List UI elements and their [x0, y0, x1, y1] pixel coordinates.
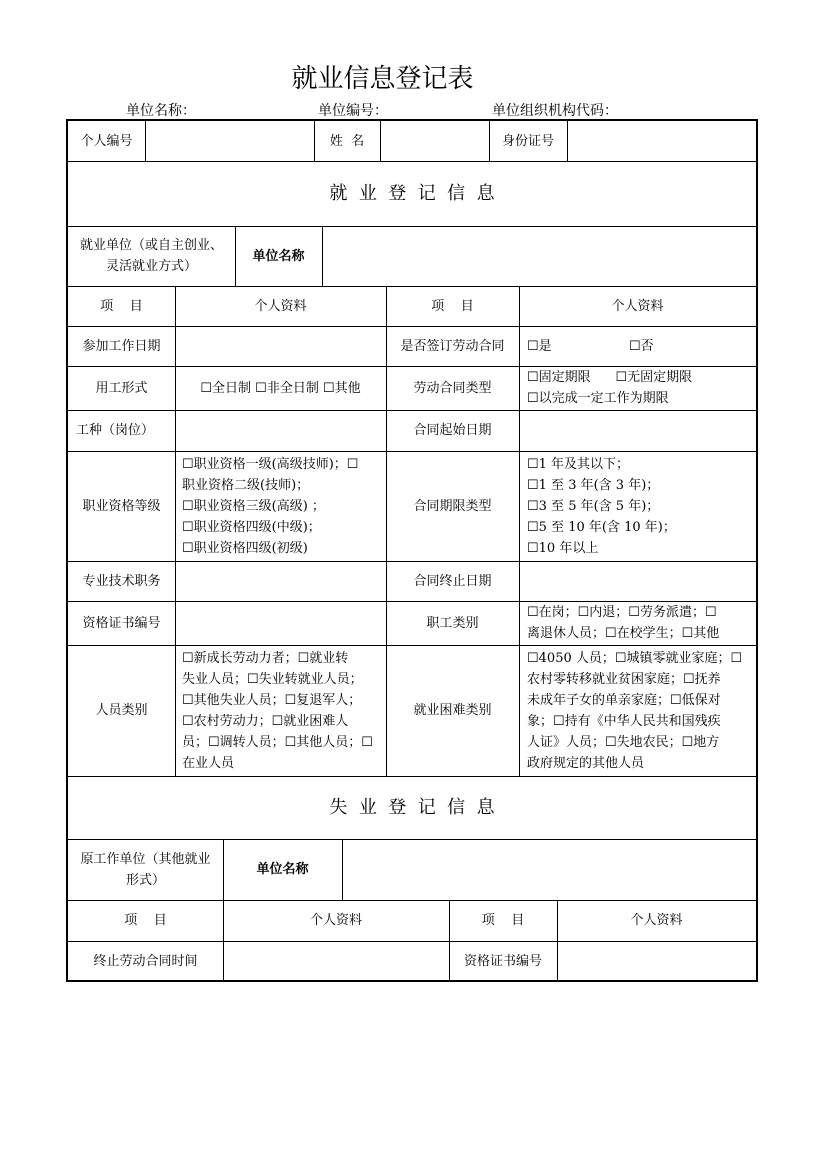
unemp-certificate-no-label: 资格证书编号 [463, 954, 542, 969]
contract-type-option-2[interactable]: ☐以完成一定工作为期限 [527, 391, 669, 406]
personnel-option[interactable]: ☐其他失业人员；☐复退军人； [182, 692, 362, 708]
id-card-field[interactable] [567, 121, 756, 161]
hardship-option[interactable]: 象；☐持有《中华人民共和国残疾 [527, 713, 721, 729]
unemp-col-info-header-2: 个人资料 [630, 913, 683, 928]
hardship-category-label: 就业困难类别 [413, 703, 492, 718]
staff-category-option[interactable]: ☐在岗；☐内退；☐劳务派遣；☐ [527, 605, 717, 620]
personnel-option[interactable]: 在业人员 [182, 755, 235, 771]
unemp-col-item-header: 项 目 [124, 913, 167, 928]
qualification-option[interactable]: ☐职业资格四级(初级) [182, 540, 308, 556]
contract-type-label: 劳动合同类型 [413, 380, 492, 396]
hardship-option[interactable]: 未成年子女的单亲家庭；☐低保对 [527, 692, 721, 708]
personnel-option[interactable]: 失业人员；☐失业转就业人员； [182, 671, 363, 687]
contract-yes-checkbox[interactable]: ☐是 [527, 338, 552, 354]
contract-no-checkbox[interactable]: ☐否 [629, 338, 654, 354]
contract-end-date-label: 合同终止日期 [413, 573, 492, 589]
former-unit-label [68, 839, 223, 900]
contract-term-option[interactable]: ☐3 至 5 年(含 5 年)； [527, 498, 660, 514]
personnel-option[interactable]: ☐农村劳动力；☐就业困难人 [182, 713, 349, 729]
contract-start-date-label: 合同起始日期 [413, 423, 492, 438]
qualification-option[interactable]: ☐职业资格一级(高级技师)；☐ [182, 456, 359, 472]
employer-label-line1: 就业单位（或自主创业、 [79, 238, 223, 253]
former-unit-label-line2: 形式） [125, 872, 165, 888]
unit-name-label: 单位名称 [252, 248, 305, 264]
professional-title-label: 专业技术职务 [82, 573, 161, 589]
unit-name-field[interactable] [322, 226, 756, 286]
contract-term-option[interactable]: ☐1 年及其以下； [527, 456, 630, 472]
contract-term-type-label: 合同期限类型 [413, 498, 492, 514]
registration-table [66, 119, 758, 982]
certificate-no-label: 资格证书编号 [82, 615, 161, 631]
name-label: 姓 名 [329, 133, 365, 149]
personal-id-label: 个人编号 [80, 133, 133, 149]
former-unit-name-field[interactable] [342, 839, 756, 900]
contract-term-options[interactable] [519, 451, 756, 561]
hardship-option[interactable]: ☐4050 人员；☐城镇零就业家庭；☐ [527, 650, 743, 666]
contract-type-option-1[interactable]: ☐固定期限 ☐无固定期限 [527, 370, 693, 385]
contract-term-option[interactable]: ☐10 年以上 [527, 540, 599, 556]
contract-start-date-field[interactable] [519, 410, 756, 451]
qualification-options[interactable] [175, 451, 386, 561]
former-unit-label-line1: 原工作单位（其他就业 [80, 851, 211, 867]
contract-termination-time-label: 终止劳动合同时间 [93, 954, 198, 969]
work-start-date-label: 参加工作日期 [82, 338, 161, 354]
signed-contract-label: 是否签订劳动合同 [400, 338, 505, 354]
former-unit-name-label: 单位名称 [256, 862, 309, 877]
hardship-options[interactable] [519, 645, 756, 776]
contract-type-options[interactable] [519, 366, 756, 410]
unemp-certificate-no-field[interactable] [557, 941, 756, 982]
professional-title-field[interactable] [175, 561, 386, 601]
col-item-header-2: 项 目 [431, 298, 474, 314]
personal-id-field[interactable] [145, 121, 314, 161]
hardship-option[interactable]: 人证》人员；☐失地农民；☐地方 [527, 734, 720, 750]
hardship-option[interactable]: 农村零转移就业贫困家庭；☐抚养 [527, 671, 721, 687]
contract-termination-time-field[interactable] [223, 941, 449, 982]
certificate-no-field[interactable] [175, 601, 386, 645]
page-title: 就业信息登记表 [291, 64, 474, 94]
contract-term-option[interactable]: ☐1 至 3 年(含 3 年)； [527, 477, 660, 493]
employment-section-title: 就 业 登 记 信 息 [329, 183, 495, 204]
employment-form-options[interactable]: ☐全日制 ☐非全日制 ☐其他 [200, 380, 361, 396]
unemp-col-info-header: 个人资料 [309, 913, 362, 928]
header-unit-name: 单位名称： [126, 103, 196, 119]
name-field[interactable] [380, 121, 489, 161]
unemp-col-item-header-2: 项 目 [481, 913, 525, 928]
personnel-category-label: 人员类别 [95, 703, 148, 718]
header-unit-code: 单位编号： [318, 103, 388, 119]
personnel-options[interactable] [175, 645, 386, 776]
contract-term-option[interactable]: ☐5 至 10 年(含 10 年)； [527, 519, 676, 535]
personnel-option[interactable]: ☐新成长劳动力者；☐就业转 [182, 650, 349, 666]
col-info-header: 个人资料 [254, 298, 307, 314]
employer-label [68, 226, 235, 286]
col-item-header: 项 目 [100, 298, 143, 314]
qualification-option[interactable]: 职业资格二级(技师)； [182, 477, 310, 493]
qualification-option[interactable]: ☐职业资格三级(高级) ； [182, 498, 325, 514]
qualification-option[interactable]: ☐职业资格四级(中级)； [182, 519, 321, 535]
staff-category-options[interactable] [519, 601, 756, 645]
job-type-field[interactable] [175, 410, 386, 451]
qualification-level-label: 职业资格等级 [82, 498, 161, 514]
hardship-option[interactable]: 政府规定的其他人员 [527, 755, 645, 771]
col-info-header-2: 个人资料 [611, 298, 664, 314]
staff-category-option[interactable]: 离退休人员；☐在校学生；☐其他 [527, 626, 720, 641]
header-org-code: 单位组织机构代码： [492, 103, 618, 119]
contract-end-date-field[interactable] [519, 561, 756, 601]
job-type-label: 工种（岗位） [76, 423, 155, 438]
id-card-label: 身份证号 [501, 133, 554, 149]
staff-category-label: 职工类别 [426, 615, 479, 631]
unemployment-section-title: 失 业 登 记 信 息 [329, 797, 495, 818]
personnel-option[interactable]: 员；☐调转人员；☐其他人员；☐ [182, 734, 373, 750]
work-start-date-field[interactable] [175, 326, 386, 366]
employer-label-line2: 灵活就业方式） [105, 259, 197, 274]
employment-form-label: 用工形式 [95, 380, 148, 396]
